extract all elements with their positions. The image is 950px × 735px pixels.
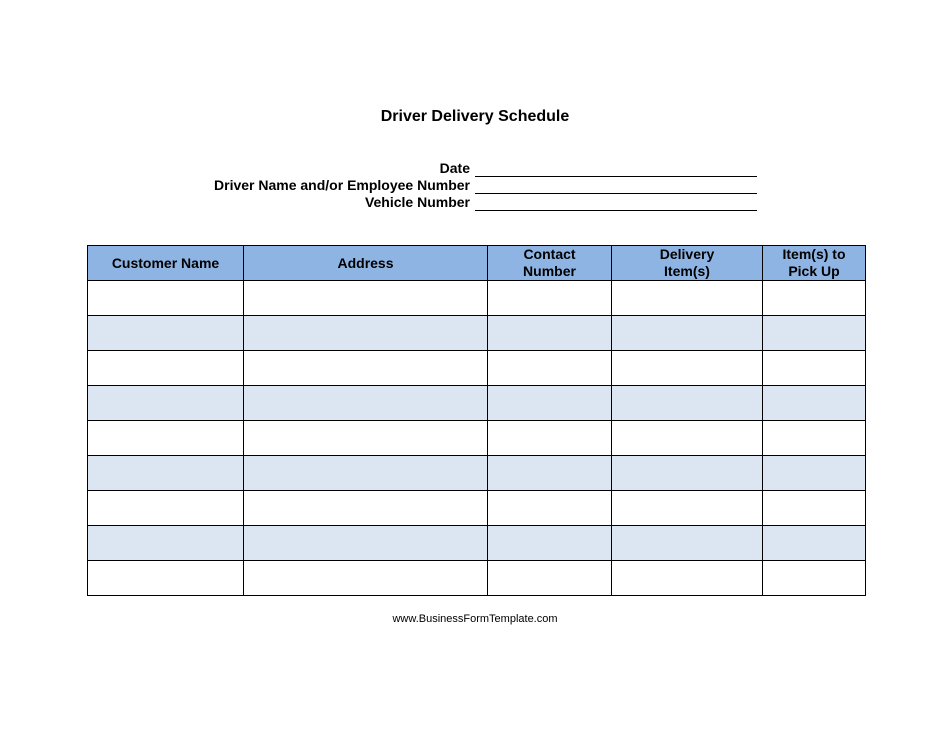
table-row (88, 316, 866, 351)
table-header-row (88, 246, 866, 281)
date-field-row (0, 160, 950, 177)
items-to-pick-up-cell[interactable] (763, 561, 866, 596)
delivery-items-cell[interactable] (612, 456, 763, 491)
items-to-pick-up-cell[interactable] (763, 491, 866, 526)
address-cell[interactable] (244, 386, 488, 421)
address-cell[interactable] (244, 491, 488, 526)
table-row (88, 386, 866, 421)
items-to-pick-up-cell[interactable] (763, 351, 866, 386)
vehicle-number-label: Vehicle Number (364, 194, 470, 210)
address-cell[interactable] (244, 561, 488, 596)
delivery-items-cell[interactable] (612, 421, 763, 456)
table-row (88, 456, 866, 491)
customer-name-cell[interactable] (88, 316, 244, 351)
date-input-line[interactable] (475, 160, 757, 177)
contact-number-cell[interactable] (488, 316, 612, 351)
table-row (88, 491, 866, 526)
customer-name-cell[interactable] (88, 456, 244, 491)
contact-number-cell[interactable] (488, 351, 612, 386)
address-cell[interactable] (244, 316, 488, 351)
delivery-items-cell[interactable] (612, 561, 763, 596)
table-row (88, 526, 866, 561)
delivery-items-cell[interactable] (612, 386, 763, 421)
items-to-pick-up-cell[interactable] (763, 386, 866, 421)
contact-number-cell[interactable] (488, 491, 612, 526)
footer-website: www.BusinessFormTemplate.com (392, 613, 558, 625)
contact-number-cell[interactable] (488, 421, 612, 456)
delivery-items-cell[interactable] (612, 281, 763, 316)
column-header-address: Address (244, 246, 488, 281)
column-header-items-to-pick-up: Item(s) to Pick Up (763, 246, 866, 281)
items-to-pick-up-cell[interactable] (763, 526, 866, 561)
customer-name-cell[interactable] (88, 386, 244, 421)
driver-name-input-line[interactable] (475, 177, 757, 194)
table-row (88, 351, 866, 386)
delivery-schedule-table (87, 245, 866, 596)
delivery-items-cell[interactable] (612, 491, 763, 526)
contact-number-cell[interactable] (488, 386, 612, 421)
customer-name-cell[interactable] (88, 561, 244, 596)
address-cell[interactable] (244, 421, 488, 456)
driver-name-label: Driver Name and/or Employee Number (214, 177, 470, 193)
table-row (88, 561, 866, 596)
items-to-pick-up-cell[interactable] (763, 281, 866, 316)
customer-name-cell[interactable] (88, 421, 244, 456)
customer-name-cell[interactable] (88, 281, 244, 316)
address-cell[interactable] (244, 526, 488, 561)
delivery-items-cell[interactable] (612, 526, 763, 561)
table-row (88, 281, 866, 316)
address-cell[interactable] (244, 456, 488, 491)
vehicle-number-input-line[interactable] (475, 194, 757, 211)
customer-name-cell[interactable] (88, 491, 244, 526)
items-to-pick-up-cell[interactable] (763, 456, 866, 491)
contact-number-cell[interactable] (488, 526, 612, 561)
customer-name-cell[interactable] (88, 351, 244, 386)
date-label: Date (439, 160, 470, 176)
column-header-customer-name: Customer Name (88, 246, 244, 281)
delivery-items-cell[interactable] (612, 316, 763, 351)
page-title: Driver Delivery Schedule (380, 108, 570, 125)
address-cell[interactable] (244, 281, 488, 316)
contact-number-cell[interactable] (488, 561, 612, 596)
delivery-items-cell[interactable] (612, 351, 763, 386)
customer-name-cell[interactable] (88, 526, 244, 561)
items-to-pick-up-cell[interactable] (763, 421, 866, 456)
contact-number-cell[interactable] (488, 456, 612, 491)
column-header-contact-number: Contact Number (488, 246, 612, 281)
table-row (88, 421, 866, 456)
driver-field-row (0, 177, 950, 194)
contact-number-cell[interactable] (488, 281, 612, 316)
column-header-delivery-items: Delivery Item(s) (612, 246, 763, 281)
address-cell[interactable] (244, 351, 488, 386)
vehicle-field-row (0, 194, 950, 211)
items-to-pick-up-cell[interactable] (763, 316, 866, 351)
